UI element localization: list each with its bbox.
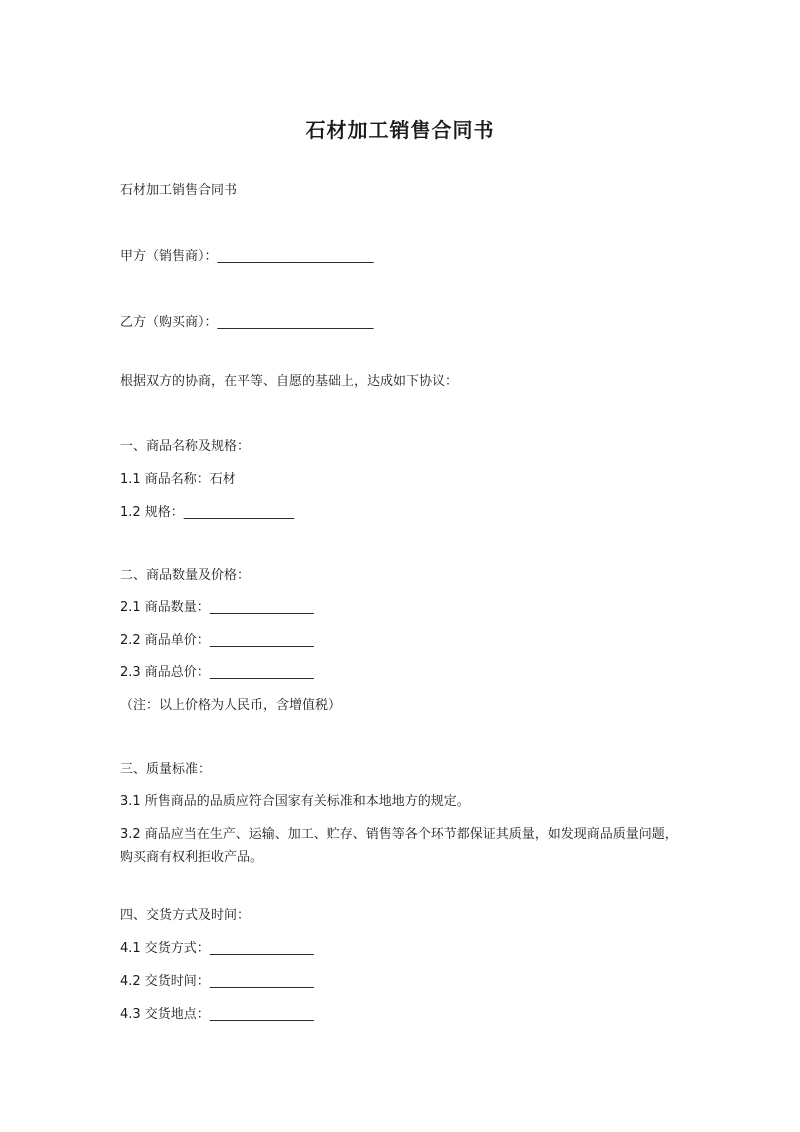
clause-2-1: 2.1 商品数量：________________: [120, 600, 314, 615]
section-3-heading: 三、质量标准：: [120, 762, 212, 777]
price-note: （注：以上价格为人民币，含增值税）: [120, 698, 342, 713]
section-2-heading: 二、商品数量及价格：: [120, 568, 251, 583]
clause-3-1: 3.1 所售商品的品质应符合国家有关标准和本地地方的规定。: [120, 794, 470, 809]
document-title: 石材加工销售合同书: [305, 118, 495, 142]
document-subtitle: 石材加工销售合同书: [120, 183, 238, 198]
section-1-heading: 一、商品名称及规格：: [120, 439, 251, 454]
clause-2-3: 2.3 商品总价：________________: [120, 665, 314, 680]
clause-4-2: 4.2 交货时间：________________: [120, 974, 314, 989]
clause-4-3: 4.3 交货地点：________________: [120, 1007, 314, 1022]
section-4-heading: 四、交货方式及时间：: [120, 908, 251, 923]
clause-2-2: 2.2 商品单价：________________: [120, 633, 314, 648]
party-a-line: 甲方（销售商）：________________________: [120, 249, 374, 264]
preamble: 根据双方的协商，在平等、自愿的基础上，达成如下协议：: [120, 374, 459, 389]
party-b-line: 乙方（购买商）：________________________: [120, 315, 374, 330]
clause-4-1: 4.1 交货方式：________________: [120, 941, 314, 956]
clause-1-2: 1.2 规格：_________________: [120, 505, 295, 520]
clause-3-2: 3.2 商品应当在生产、运输、加工、贮存、销售等各个环节都保证其质量，如发现商品质量问题，购买商有权利拒收产品。: [120, 827, 678, 865]
clause-1-1: 1.1 商品名称：石材: [120, 472, 236, 487]
